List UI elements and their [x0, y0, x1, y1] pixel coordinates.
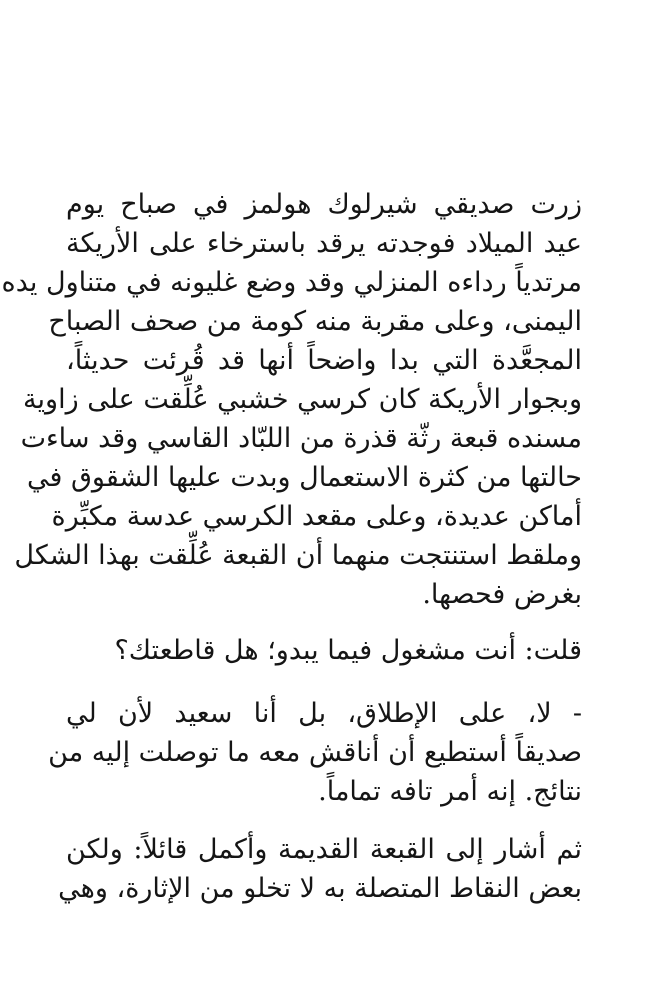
text-line: مرتدياً رداءه المنزلي وقد وضع غليونه في متناول يده — [1, 267, 582, 298]
text-line: عيد الميلاد فوجدته يرقد باسترخاء على الأريكة — [66, 228, 582, 259]
text-line: بعض النقاط المتصلة به لا تخلو من الإثارة، وهي — [58, 873, 582, 904]
text-line: قلت: أنت مشغول فيما يبدو؛ هل قاطعتك؟ — [114, 635, 582, 666]
text-line: المجعَّدة التي بدا واضحاً أنها قد قُرئت حديثاً، — [66, 345, 582, 376]
text-line: صديقاً أستطيع أن أناقش معه ما توصلت إليه من — [48, 737, 582, 768]
text-line: ثم أشار إلى القبعة القديمة وأكمل قائلاً: ولكن — [66, 834, 582, 865]
text-line: نتائج. إنه أمر تافه تماماً. — [318, 776, 582, 807]
text-line: زرت صديقي شيرلوك هولمز في صباح يوم — [66, 189, 582, 220]
document-page — [1, 185, 612, 908]
paragraph-3 — [48, 694, 612, 811]
text-line: اليمنى، وعلى مقربة منه كومة من صحف الصباح — [48, 306, 582, 337]
text-line: أماكن عديدة، وعلى مقعد الكرسي عدسة مكبِّرة — [51, 501, 582, 532]
text-line: حالتها من كثرة الاستعمال وبدت عليها الشقوق في — [26, 462, 582, 493]
text-line: وملقط استنتجت منهما أن القبعة عُلِّقت بهذا الشكل — [14, 540, 582, 571]
paragraph-2 — [66, 631, 612, 670]
text-line: مسنده قبعة رثّة قذرة من اللبّاد القاسي وقد ساءت — [20, 423, 582, 454]
paragraph-1 — [1, 185, 612, 614]
text-line: - لا، على الإطلاق، بل أنا سعيد لأن لي — [66, 698, 582, 729]
text-line: وبجوار الأريكة كان كرسي خشبي عُلِّقت على زاوية — [23, 384, 582, 415]
text-line: بغرض فحصها. — [422, 579, 582, 610]
paragraph-4 — [58, 830, 612, 908]
